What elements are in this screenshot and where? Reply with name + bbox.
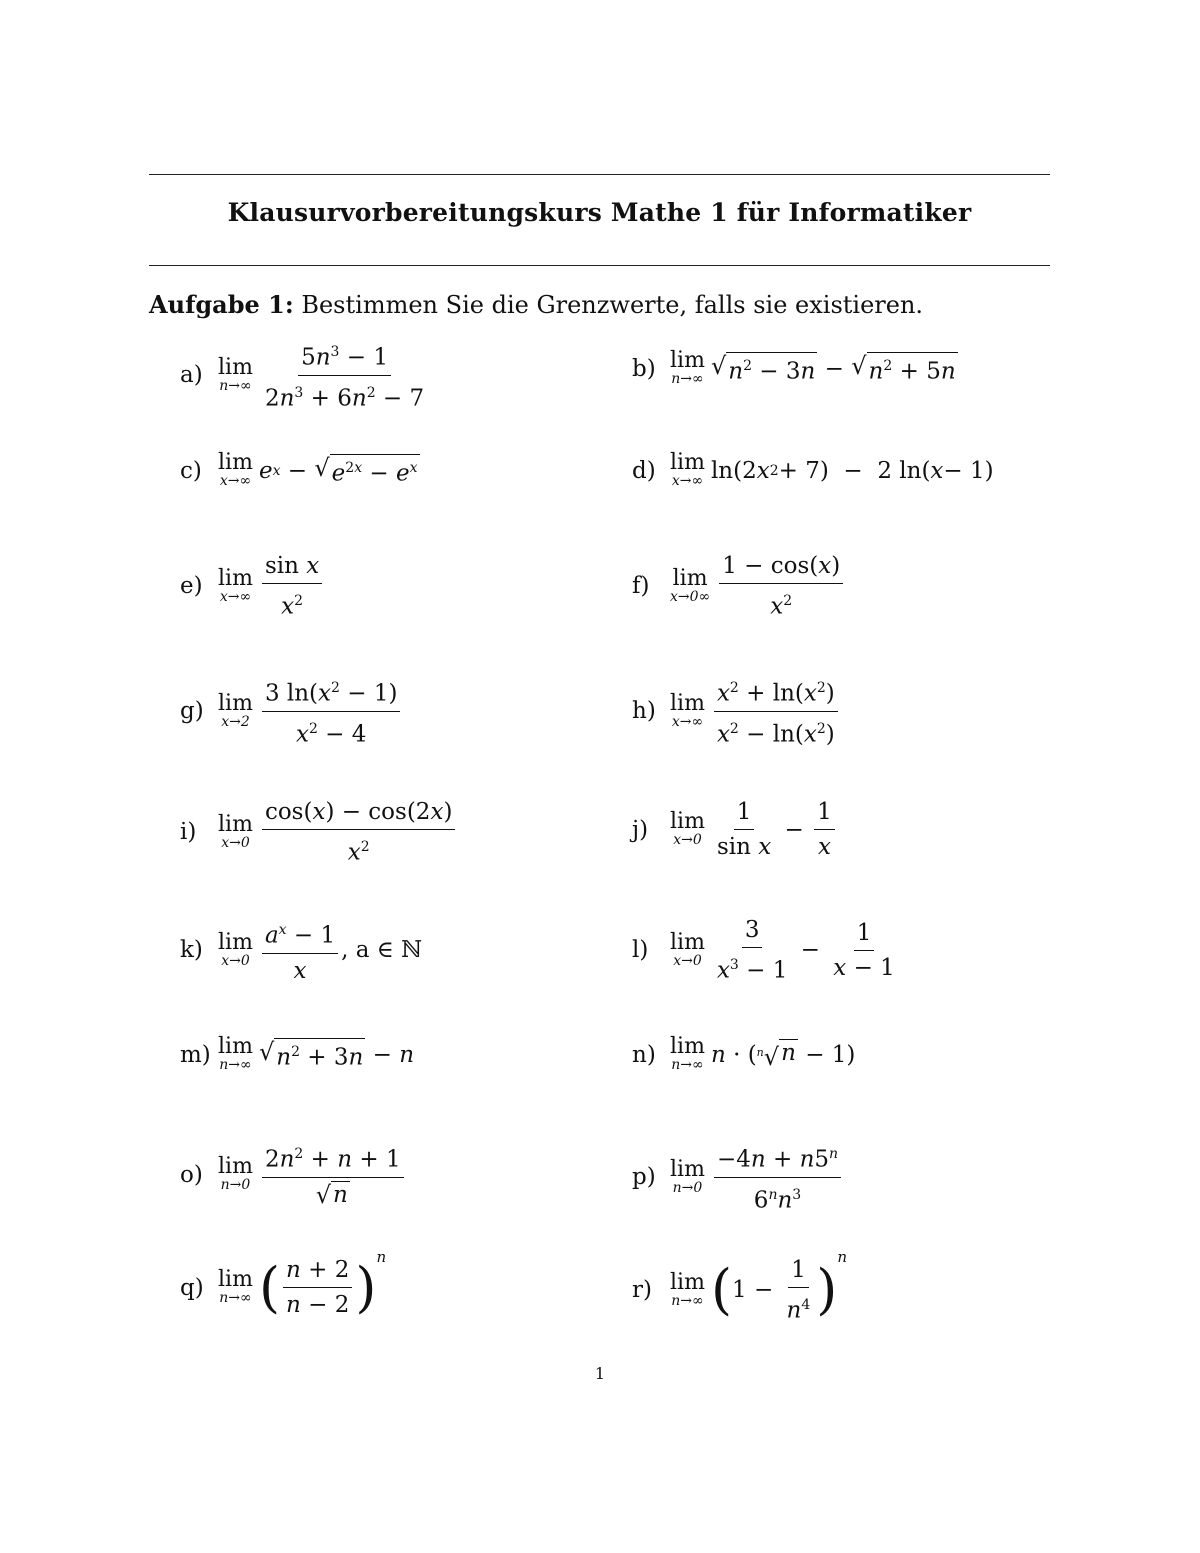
- exercise-j: j) lim x→0 $\frac{1}{\text{sin x}}$ − $\frac{1}{x}$: [632, 798, 838, 861]
- exercise-label: a): [180, 362, 203, 389]
- exercise-label: p): [632, 1164, 656, 1191]
- limit-operator: lim n→∞: [218, 354, 253, 394]
- exercise-label: c): [180, 457, 202, 484]
- exercise-label: f): [632, 573, 650, 600]
- fraction: $\frac{1}{n^4}$: [786, 1257, 811, 1324]
- exercise-a: [180, 338, 430, 412]
- exercise-o: [180, 1140, 407, 1210]
- fraction: $\frac{\cos(x) - \cos(2x)}{x^2}$: [262, 798, 455, 867]
- exercise-f: [632, 552, 846, 621]
- fraction: $\frac{-4n + n5^n}{6^nn^3}$: [714, 1140, 841, 1214]
- limit-operator: lim x→0: [670, 809, 705, 848]
- exercise-m: m) lim n→∞ √ $n^2 + 3n$ − n: [180, 1034, 415, 1073]
- exercise-label: g): [180, 698, 204, 725]
- exercise-label: i): [180, 819, 197, 846]
- exercise-b: b) lim n→∞ √ $n^2 - 3n$ − √ $n^2 + 5n$: [632, 348, 956, 387]
- exercise-label: m): [180, 1041, 211, 1068]
- limit-operator: lim x→0: [218, 811, 253, 851]
- exercise-label: r): [632, 1277, 652, 1304]
- limit-operator: lim n→∞: [218, 1034, 253, 1073]
- limit-operator: lim x→0: [218, 929, 253, 969]
- limit-operator: lim n→0: [218, 1154, 253, 1194]
- title-rule: [149, 265, 1050, 266]
- fraction: $\frac{1}{x - 1}$: [833, 919, 895, 981]
- exercise-d: d) lim x→∞ ln(2 x 2 + 7) − 2 ln( x − 1): [632, 450, 994, 489]
- limit-operator: lim x→∞: [670, 450, 705, 489]
- square-root: √ $e^{2x} - e^x$: [314, 454, 418, 487]
- fraction: $\frac{\text{sin x}}{x^2}$: [262, 552, 322, 621]
- exercise-k: [180, 916, 422, 985]
- exercise-r: r) lim n→∞ ( 1 − $\frac{1}{n^4}$ ) n: [632, 1248, 848, 1324]
- task-text: Bestimmen Sie die Grenzwerte, falls sie existieren.: [301, 291, 924, 319]
- limit-operator: lim x→∞: [218, 565, 253, 605]
- exercise-label: e): [180, 573, 203, 600]
- exercise-i: [180, 798, 458, 867]
- exercise-label: l): [632, 937, 649, 964]
- limit-operator: lim x→0: [670, 929, 705, 969]
- top-rule: [149, 174, 1050, 175]
- limit-operator: lim x→2: [218, 690, 253, 730]
- limit-operator: lim n→∞: [670, 1034, 705, 1073]
- exercise-label: b): [632, 355, 656, 382]
- limit-operator: lim x→∞: [670, 690, 705, 730]
- fraction: $\frac{1 - \cos(x)}{x^2}$: [719, 552, 843, 621]
- task-label: Aufgabe 1:: [149, 290, 294, 319]
- fraction: $\frac{1}{x}$: [814, 798, 835, 861]
- page-number: 1: [594, 1364, 606, 1383]
- page-title: Klausurvorbereitungskurs Mathe 1 für Informatiker: [227, 198, 972, 227]
- exercise-label: d): [632, 457, 656, 484]
- exercise-label: h): [632, 698, 656, 725]
- exercise-q: q) lim n→∞ ( $\frac{n + 2}{n - 2}$ ) n: [180, 1248, 387, 1319]
- fraction: $2n^2 + n + 1$ √ n: [262, 1140, 404, 1210]
- fraction: $\frac{5n^3 - 1}{2n^3 + 6n^2 - 7}$: [262, 338, 427, 412]
- nth-root: $^n$√ n: [756, 1039, 796, 1071]
- square-root: √ $n^2 - 3n$: [710, 352, 816, 385]
- exercise-l: l) lim x→0 $\frac{3}{x^3 - 1}$ − $\frac{1}{x - 1}$: [632, 916, 901, 985]
- exercise-c: c) lim x→∞ e x − √ $e^{2x} - e^x$: [180, 450, 418, 489]
- exercise-h: [632, 674, 841, 748]
- exercise-label: j): [632, 816, 649, 843]
- exercise-label: n): [632, 1041, 656, 1068]
- limit-operator: lim n→∞: [218, 1267, 253, 1306]
- square-root: √ $n^2 + 5n$: [851, 352, 956, 385]
- exercise-n: n) lim n→∞ n · ( $^n$√ n − 1): [632, 1034, 856, 1073]
- fraction: $\frac{a^x - 1}{x}$: [262, 916, 338, 985]
- square-root: √ $n^2 + 3n$: [258, 1038, 364, 1071]
- limit-operator: lim x→∞: [218, 450, 253, 489]
- exercise-p: [632, 1140, 844, 1214]
- exercise-label: q): [180, 1274, 204, 1301]
- fraction: $\frac{n + 2}{n - 2}$: [283, 1256, 352, 1319]
- condition-text: , a ∈ ℕ: [341, 937, 423, 964]
- exercise-label: o): [180, 1161, 203, 1188]
- fraction: $\frac{3 \ln(x^2 - 1)}{x^2 - 4}$: [262, 674, 401, 748]
- fraction: $\frac{x^2 + \ln(x^2)}{x^2 - \ln(x^2)}$: [714, 674, 838, 748]
- fraction: $\frac{1}{\text{sin x}}$: [716, 799, 772, 860]
- exercise-e: [180, 552, 325, 621]
- limit-operator: lim x→0∞: [670, 565, 711, 605]
- exercise-g: [180, 674, 403, 748]
- limit-operator: lim n→∞: [670, 1269, 705, 1309]
- exercise-label: k): [180, 937, 203, 964]
- limit-operator: lim n→∞: [670, 348, 705, 387]
- task-heading: [149, 290, 923, 319]
- limit-operator: lim n→0: [670, 1156, 705, 1196]
- fraction: $\frac{3}{x^3 - 1}$: [716, 917, 788, 984]
